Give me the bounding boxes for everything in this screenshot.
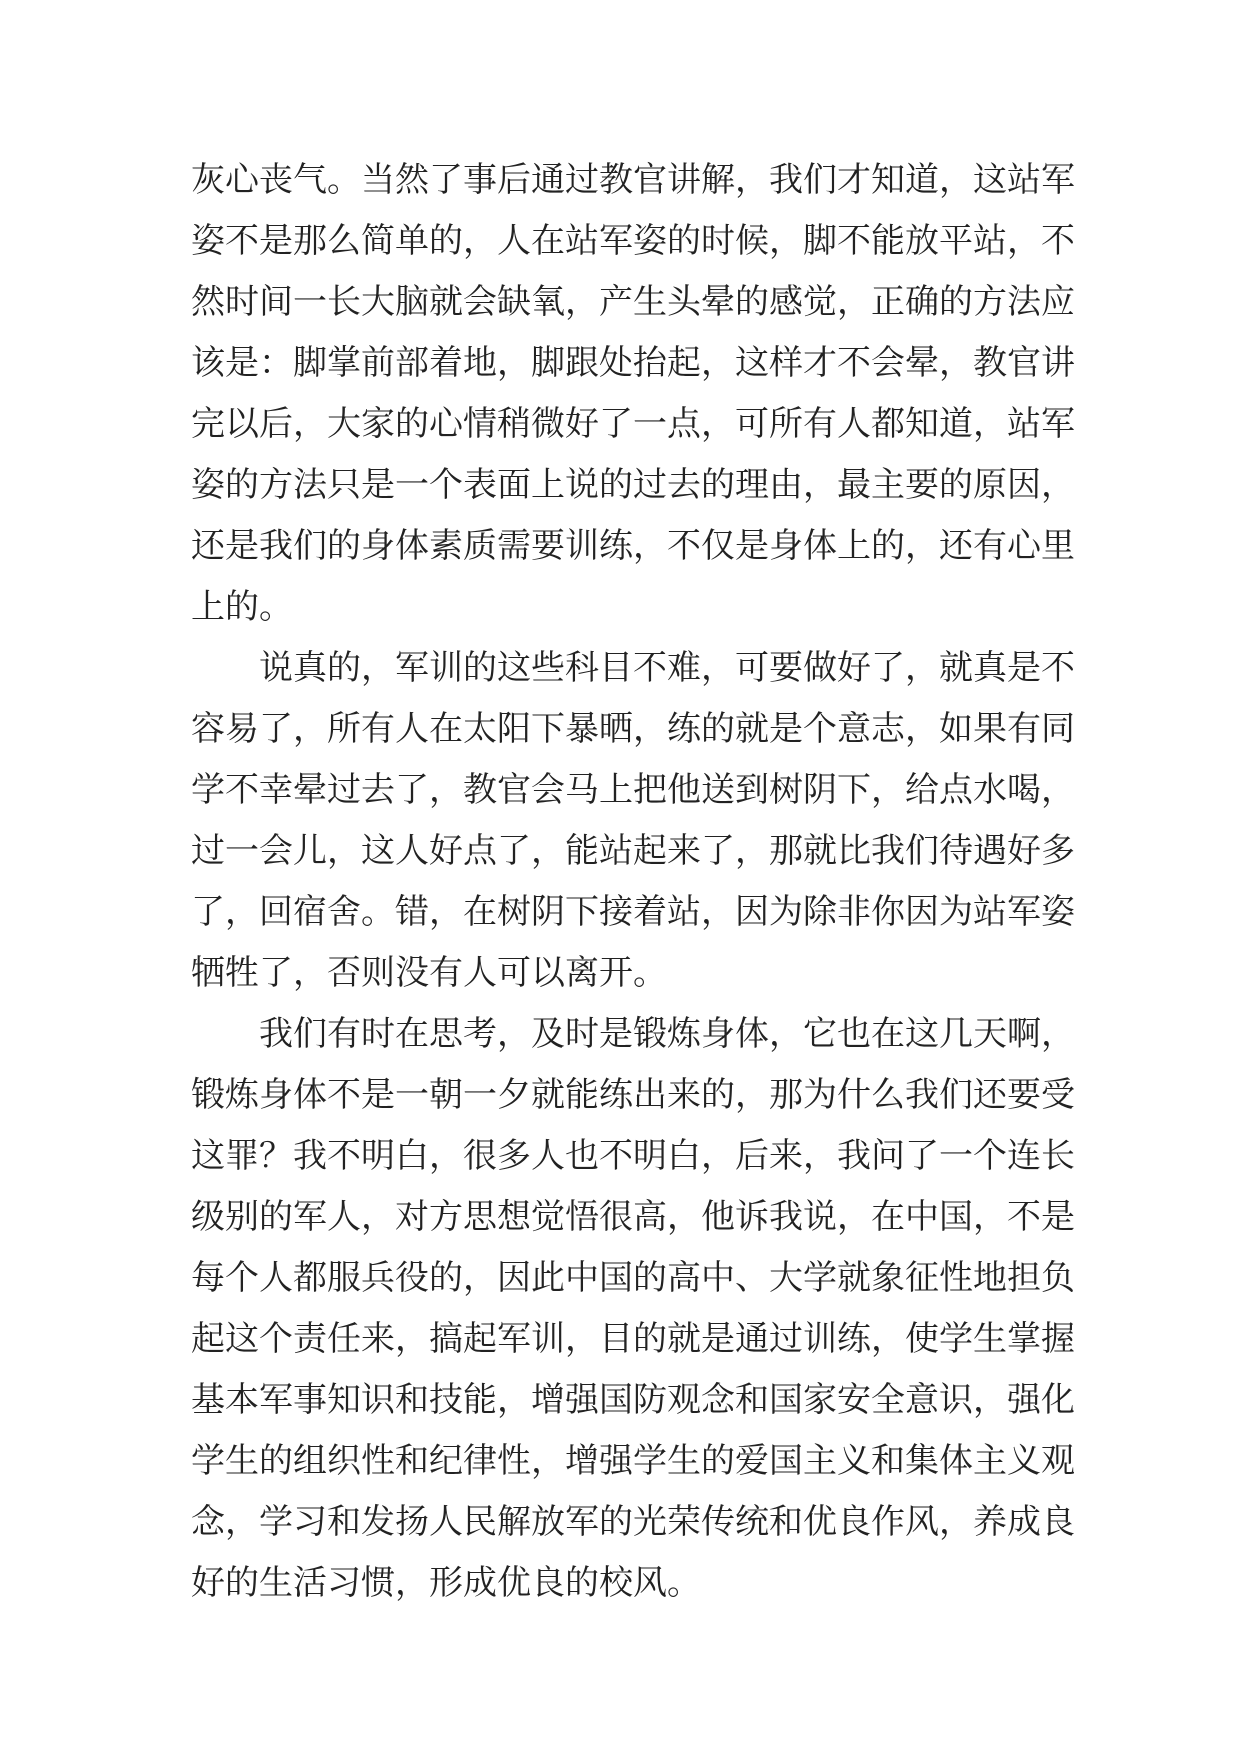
paragraph-1 <box>191 150 1075 638</box>
document-body <box>191 150 1075 1614</box>
text-line: 然时间一长大脑就会缺氧，产生头晕的感觉，正确的方法应 <box>191 282 1075 322</box>
text-line: 这罪？我不明白，很多人也不明白，后来，我问了一个连长 <box>191 1136 1075 1176</box>
text-line: 上的。 <box>191 587 293 627</box>
text-line: 学生的组织性和纪律性，增强学生的爱国主义和集体主义观 <box>191 1441 1075 1481</box>
text-line: 容易了，所有人在太阳下暴晒，练的就是个意志，如果有同 <box>191 709 1075 749</box>
text-line: 每个人都服兵役的，因此中国的高中、大学就象征性地担负 <box>191 1258 1075 1298</box>
text-line: 起这个责任来，搞起军训，目的就是通过训练，使学生掌握 <box>191 1319 1075 1359</box>
text-line: 了，回宿舍。错，在树阴下接着站，因为除非你因为站军姿 <box>191 892 1075 932</box>
text-line: 完以后，大家的心情稍微好了一点，可所有人都知道，站军 <box>191 404 1075 444</box>
text-line: 灰心丧气。当然了事后通过教官讲解，我们才知道，这站军 <box>191 160 1075 200</box>
text-line: 牺牲了，否则没有人可以离开。 <box>191 953 667 993</box>
text-line: 我们有时在思考，及时是锻炼身体，它也在这几天啊， <box>259 1014 1075 1054</box>
paragraph-2 <box>191 638 1075 1004</box>
text-line: 好的生活习惯，形成优良的校风。 <box>191 1563 701 1603</box>
text-line: 念，学习和发扬人民解放军的光荣传统和优良作风，养成良 <box>191 1502 1075 1542</box>
text-line: 过一会儿，这人好点了，能站起来了，那就比我们待遇好多 <box>191 831 1075 871</box>
text-line: 姿的方法只是一个表面上说的过去的理由，最主要的原因， <box>191 465 1075 505</box>
text-line: 姿不是那么简单的，人在站军姿的时候，脚不能放平站，不 <box>191 221 1075 261</box>
text-line: 锻炼身体不是一朝一夕就能练出来的，那为什么我们还要受 <box>191 1075 1075 1115</box>
text-line: 该是：脚掌前部着地，脚跟处抬起，这样才不会晕，教官讲 <box>191 343 1075 383</box>
paragraph-3 <box>191 1004 1075 1614</box>
text-line: 级别的军人，对方思想觉悟很高，他诉我说，在中国，不是 <box>191 1197 1075 1237</box>
text-line: 基本军事知识和技能，增强国防观念和国家安全意识，强化 <box>191 1380 1075 1420</box>
text-line: 说真的，军训的这些科目不难，可要做好了，就真是不 <box>259 648 1075 688</box>
text-line: 还是我们的身体素质需要训练，不仅是身体上的，还有心里 <box>191 526 1075 566</box>
text-line: 学不幸晕过去了，教官会马上把他送到树阴下，给点水喝， <box>191 770 1075 810</box>
